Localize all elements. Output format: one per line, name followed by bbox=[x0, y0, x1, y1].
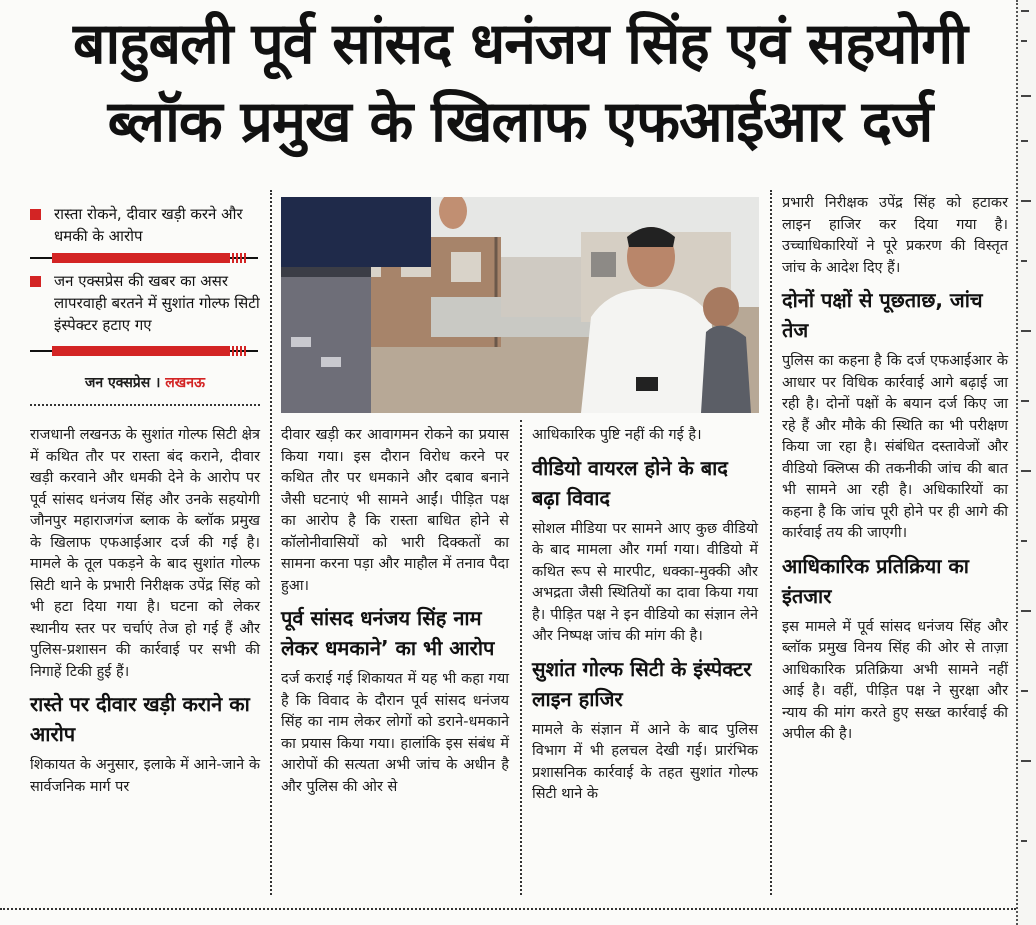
paragraph: मामले के संज्ञान में आने के बाद पुलिस विभाग में भी हलचल देखी गई। प्रारंभिक प्रशासनिक कार्रवाई के तहत सुशांत गोल्फ सिटी थाने के bbox=[532, 721, 758, 802]
column-divider bbox=[770, 190, 772, 895]
subheading: दोनों पक्षों से पूछताछ, जांच तेज bbox=[782, 288, 983, 342]
column-divider bbox=[270, 190, 272, 895]
article-column-1 bbox=[30, 425, 260, 798]
paragraph: आधिकारिक पुष्टि नहीं की गई है। bbox=[532, 427, 702, 443]
headline-line-2: ब्लॉक प्रमुख के खिलाफ एफआईआर दर्ज bbox=[107, 89, 933, 155]
subheading: रास्ते पर दीवार खड़ी कराने का आरोप bbox=[30, 692, 250, 746]
article-column-2 bbox=[281, 425, 509, 798]
news-photo bbox=[281, 197, 759, 413]
paragraph: इस मामले में पूर्व सांसद धनंजय सिंह और ब्लॉक प्रमुख विनय सिंह की ओर से ताज़ा आधिकारिक प्रतिक्रिया अभी सामने नहीं आई है। वहीं, पीड़ित पक्ष ने सुरक्षा और न्याय की मांग करते हुए सख्त कार्रवाई की अपील की है। bbox=[782, 618, 1008, 742]
key-point bbox=[30, 270, 260, 336]
red-rule bbox=[30, 346, 258, 356]
subheading: वीडियो वायरल होने के बाद बढ़ा विवाद bbox=[532, 455, 728, 510]
bottom-divider bbox=[0, 908, 1016, 910]
next-story-peek bbox=[30, 916, 1010, 925]
key-point-text: रास्ता रोकने, दीवार खड़ी करने और धमकी के आरोप bbox=[54, 205, 243, 245]
headline-line-1: बाहुबली पूर्व सांसद धनंजय सिंह एवं सहयोगी bbox=[72, 11, 968, 77]
key-point bbox=[30, 203, 260, 247]
article-column-3 bbox=[532, 425, 758, 806]
dateline bbox=[30, 373, 260, 392]
bullet-square-icon bbox=[30, 209, 41, 220]
paragraph: शिकायत के अनुसार, इलाके में आने-जाने के सार्वजनिक मार्ग पर bbox=[30, 757, 260, 795]
divider bbox=[30, 404, 260, 406]
paragraph: दर्ज कराई गई शिकायत में यह भी कहा गया है कि विवाद के दौरान पूर्व सांसद धनंजय सिंह का नाम लेकर लोगों को डराने-धमकाने का प्रयास किया गया। हालांकि इस संबंध में आरोपों की सत्यता अभी जांच के अधीन है और पुलिस की ओर से bbox=[281, 671, 509, 795]
source-paper: जन एक्सप्रेस bbox=[85, 375, 151, 391]
bullet-square-icon bbox=[30, 276, 41, 287]
source-city: लखनऊ bbox=[165, 375, 205, 391]
paragraph: पुलिस का कहना है कि दर्ज एफआईआर के आधार पर विधिक कार्रवाई आगे बढ़ाई जा रही है। दोनों पक्षों के बयान दर्ज किए जा रहे हैं और मौके की स्थिति का भी परीक्षण किया जा रहा है। संबंधित दस्तावेजों और वीडियो क्लिप्स की तकनीकी जांच की बात भी सामने आ रही है। अधिकारियों का कहना है कि जांच पूरी होने पर ही आगे की कार्रवाई तय की जाएगी। bbox=[782, 353, 1008, 541]
subheading: सुशांत गोल्फ सिटी के इंस्पेक्टर लाइन हाजिर bbox=[532, 656, 752, 711]
paragraph: सोशल मीडिया पर सामने आए कुछ वीडियो के बाद मामला और गर्मा गया। वीडियो में कथित रूप से मारपीट, धक्का-मुक्की और अभद्रता जैसी स्थितियों का दावा किया गया है। पीड़ित पक्ष ने इन वीडियो का संज्ञान लेने और निष्पक्ष जांच की मांग की है। bbox=[532, 520, 758, 644]
paragraph: प्रभारी निरीक्षक उपेंद्र सिंह को हटाकर लाइन हाजिर कर दिया गया है। उच्चाधिकारियों ने पूरे प्रकरण की विस्तृत जांच के आदेश दिए हैं। bbox=[782, 195, 1008, 276]
key-point-text: जन एक्सप्रेस की खबर का असर लापरवाही बरतने में सुशांत गोल्फ सिटी इंस्पेक्टर हटाए गए bbox=[54, 272, 260, 334]
article-column-4 bbox=[782, 193, 1008, 746]
paragraph: राजधानी लखनऊ के सुशांत गोल्फ सिटी क्षेत्र में कथित तौर पर रास्ता बंद कराने, दीवार खड़ी करवाने और धमकी देने के आरोप पर पूर्व सांसद धनंजय सिंह और उनके सहयोगी जौनपुर महाराजगंज ब्लाक के ब्लॉक प्रमुख के खिलाफ एफआईआर दर्ज की गई है। मामले के तूल पकड़ने के बाद सुशांत गोल्फ सिटी थाने के प्रभारी निरीक्षक उपेंद्र सिंह को भी हटा दिया गया है। घटना को लेकर स्थानीय स्तर पर चर्चाएं तेज हो गई हैं और पुलिस-प्रशासन की कार्रवाई पर सभी की निगाहें टिकी हुई हैं। bbox=[30, 427, 260, 680]
subheading: आधिकारिक प्रतिक्रिया का इंतजार bbox=[782, 553, 969, 608]
paragraph: दीवार खड़ी कर आवागमन रोकने का प्रयास किया गया। इस दौरान विरोध करने पर कथित तौर पर धमकाने और दबाव बनाने जैसी घटनाएं भी सामने आईं। पीड़ित पक्ष का आरोप है कि रास्ता बाधित होने से कॉलोनीवासियों को भारी दिक्कतों का सामना करना पड़ा और माहौल में तनाव पैदा हुआ। bbox=[281, 427, 509, 594]
red-rule bbox=[30, 253, 258, 263]
subheading: पूर्व सांसद धनंजय सिंह नाम लेकर धमकाने’ का भी आरोप bbox=[281, 606, 495, 660]
source-separator: । bbox=[155, 375, 161, 391]
column-divider bbox=[520, 420, 522, 895]
